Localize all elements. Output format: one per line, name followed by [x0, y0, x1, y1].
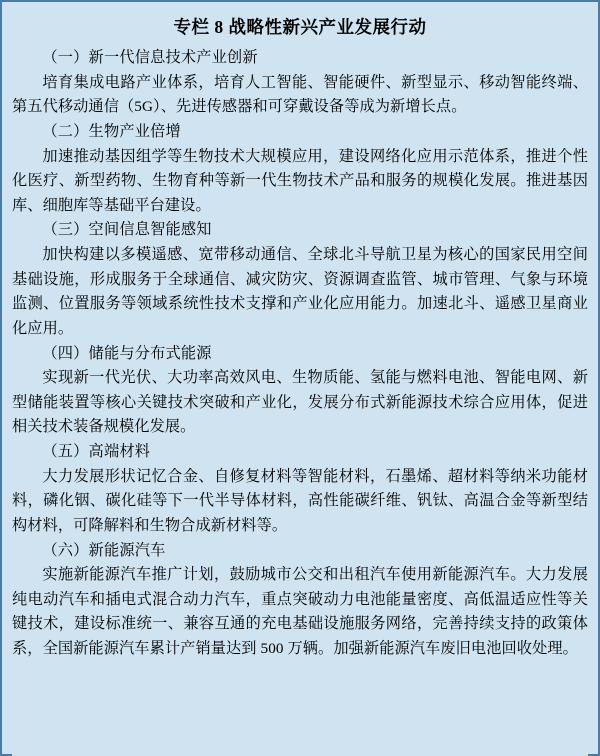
section-block — [12, 120, 588, 219]
section-block — [12, 440, 588, 539]
feature-box-inner — [12, 14, 588, 756]
section-block — [12, 218, 588, 341]
section-body: 实现新一代光伏、大功率高效风电、生物质能、氢能与燃料电池、智能电网、新型储能装置等核心关键技术突破和产业化，发展分布式新能源技术综合应用体，促进相关技术装备规模化发展。 — [12, 369, 588, 436]
section-block — [12, 342, 588, 441]
section-body: 培育集成电路产业体系，培育人工智能、智能硬件、新型显示、移动智能终端、第五代移动通信（5G）、先进传感器和可穿戴设备等成为新增长点。 — [12, 73, 588, 116]
section-heading: （一）新一代信息技术产业创新 — [42, 49, 258, 66]
section-body: 加快构建以多模遥感、宽带移动通信、全球北斗导航卫星为核心的国家民用空间基础设施，形成服务于全球通信、减灾防灾、资源调查监管、城市管理、气象与环境监测、位置服务等领域系统性技术支撑和产业化应用能力。加速北斗、遥感卫星商业化应用。 — [12, 246, 588, 337]
section-heading: （三）空间信息智能感知 — [42, 221, 212, 239]
section-body: 加速推动基因组学等生物技术大规模应用，建设网络化应用示范体系，推进个性化医疗、新型药物、生物育种等新一代生物技术产品和服务的规模化发展。推进基因库、细胞库等基础平台建设。 — [12, 147, 588, 214]
section-heading: （二）生物产业倍增 — [42, 122, 181, 140]
section-body: 实施新能源汽车推广计划，鼓励城市公交和出租汽车使用新能源汽车。大力发展纯电动汽车和插电式混合动力汽车，重点突破动力电池能量密度、高低温适应性等关键技术，建设标准统一、兼容互通的充电基础设施服务网络，完善持续支持的政策体系，全国新能源汽车累计产销量达到 500 万辆。加强新能源汽车废旧电池回收处理。 — [12, 566, 588, 657]
box-title: 专栏 8 战略性新兴产业发展行动 — [173, 17, 427, 37]
section-body: 大力发展形状记忆合金、自修复材料等智能材料，石墨烯、超材料等纳米功能材料，磷化铟、碳化硅等下一代半导体材料，高性能碳纤维、钒钛、高温合金等新型结构材料，可降解料和生物合成新材料等。 — [12, 467, 588, 534]
section-block — [12, 539, 588, 662]
section-heading: （五）高端材料 — [42, 443, 151, 460]
section-heading: （六）新能源汽车 — [42, 541, 166, 559]
section-block — [12, 46, 588, 120]
section-heading: （四）储能与分布式能源 — [42, 344, 212, 362]
